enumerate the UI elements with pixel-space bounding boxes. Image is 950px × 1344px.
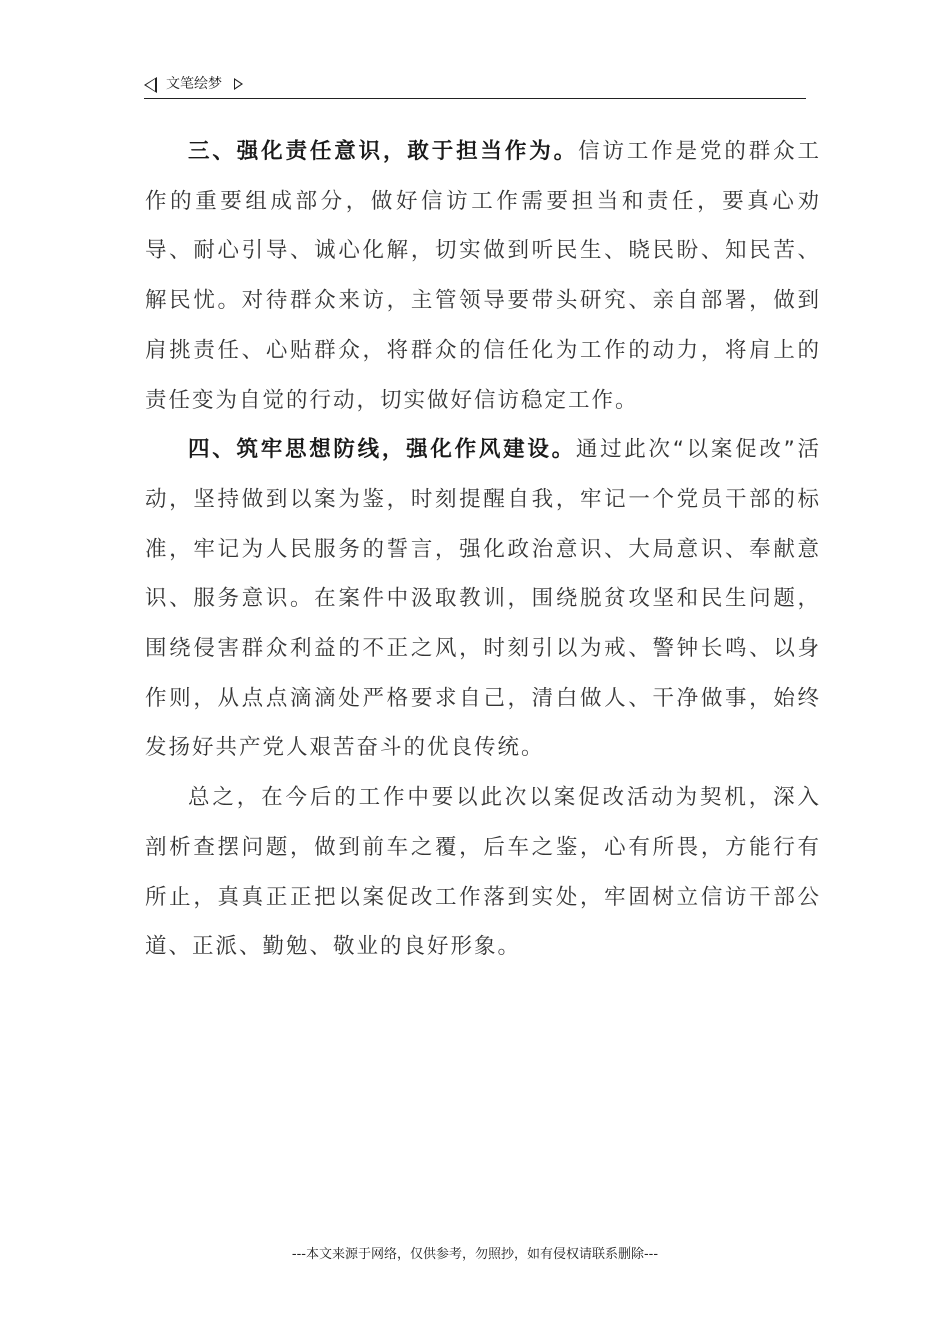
paragraph-heading: 四、筑牢思想防线，强化作风建设。 [188,437,576,463]
page-header [144,74,806,99]
paragraph-summary [145,773,821,972]
triangle-right-icon [234,78,243,90]
triangle-left-icon [144,77,157,93]
paragraph-text: 信访工作是党的群众工作的重要组成部分，做好信访工作需要担当和责任，要真心劝导、耐心引导、诚心化解，切实做到听民生、晓民盼、知民苦、解民忧。对待群众来访，主管领导要带头研究、亲自部署，做到肩挑责任、心贴群众，将群众的信任化为工作的动力，将肩上的责任变为自觉的行动，切实做好信访稳定工作。 [145,139,821,413]
paragraph-4 [145,425,821,773]
paragraph-3 [145,127,821,425]
footer-disclaimer: ---本文来源于网络，仅供参考，勿照抄，如有侵权请联系删除--- [291,1247,659,1262]
paragraph-heading: 三、强化责任意识，敢于担当作为。 [188,139,579,164]
header-title: 文笔绘梦 [166,76,222,92]
paragraph-text: 通过此次“以案促改”活动，坚持做到以案为鉴，时刻提醒自我，牢记一个党员干部的标准，牢记为人民服务的誓言，强化政治意识、大局意识、奉献意识、服务意识。在案件中汲取教训，围绕脱贫攻坚和民生问题，围绕侵害群众利益的不正之风，时刻引以为戒、警钟长鸣、以身作则，从点点滴滴处严格要求自己，清白做人、干净做事，始终发扬好共产党人艰苦奋斗的优良传统。 [145,437,821,761]
paragraph-text: 总之，在今后的工作中要以此次以案促改活动为契机，深入剖析查摆问题，做到前车之覆，后车之鉴，心有所畏，方能行有所止，真真正正把以案促改工作落到实处，牢固树立信访干部公道、正派、勤勉、敬业的良好形象。 [145,785,821,960]
document-body [145,127,821,972]
